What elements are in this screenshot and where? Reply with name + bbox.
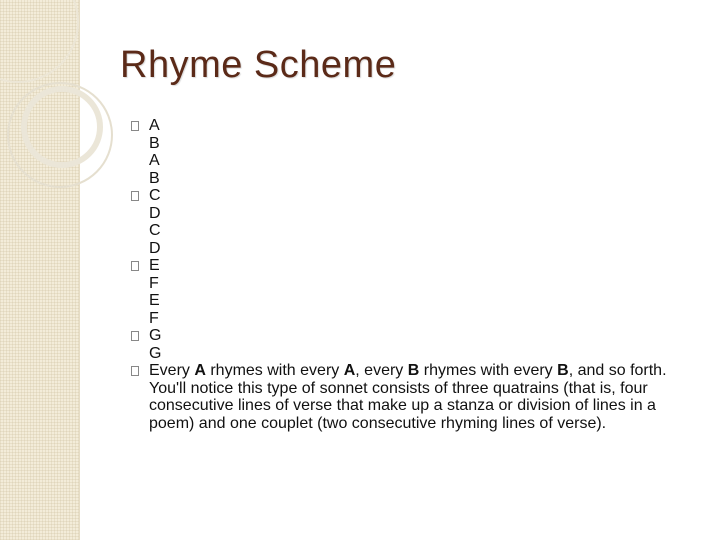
rhyme-letter: C [149, 222, 161, 239]
description-part: , every [355, 362, 408, 379]
decorative-circle-top [0, 0, 78, 82]
bullet-list [131, 117, 691, 432]
bullet-item-quatrain-3 [131, 257, 691, 327]
slide-title: Rhyme Scheme [120, 44, 397, 86]
rhyme-letter: A [149, 117, 160, 134]
decorative-circle-medium [24, 89, 100, 165]
rhyme-letter: B [149, 134, 160, 152]
description-bold: B [407, 362, 420, 379]
description-part: , and so forth. You'll notice this type of sonnet consists of three quatrains (that is, four consecutive lines of verse that make up a stanza or division of lines in a poem) and one couplet (two consecutive rhyming lines of verse). [149, 362, 667, 432]
rhyme-letter: G [149, 344, 162, 362]
rhyme-letter: E [149, 292, 160, 309]
description-part: rhymes with every [205, 362, 344, 379]
bullet-item-quatrain-1 [131, 117, 691, 187]
bullet-item-couplet [131, 327, 691, 362]
bullet-item-description [131, 362, 691, 432]
bullet-item-quatrain-2 [131, 187, 691, 257]
description-part: Every [149, 362, 195, 379]
rhyme-letter: C [149, 187, 161, 204]
rhyme-letter: A [149, 152, 160, 169]
rhyme-letter: E [149, 257, 160, 274]
bullet-icon [131, 121, 139, 131]
rhyme-letter: F [149, 274, 159, 292]
rhyme-letter: F [149, 309, 159, 327]
rhyme-letter: D [149, 204, 161, 222]
bullet-icon [131, 331, 139, 341]
description-part: rhymes with every [419, 362, 558, 379]
rhyme-letter: G [149, 327, 162, 344]
description-bold: A [194, 362, 206, 379]
description-bold: B [557, 362, 569, 379]
bullet-icon [131, 191, 139, 201]
bullet-icon [131, 261, 139, 271]
description-text [149, 362, 667, 432]
description-bold: A [343, 362, 356, 379]
rhyme-letter: B [149, 169, 160, 187]
bullet-icon [131, 366, 139, 376]
rhyme-letter: D [149, 239, 161, 257]
